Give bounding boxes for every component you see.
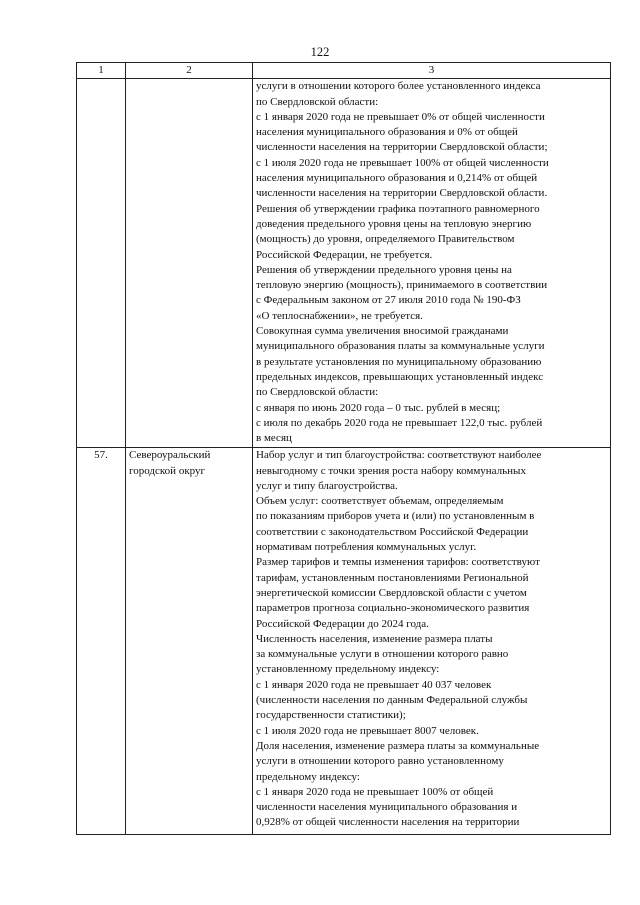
- municipality-name-line: Североуральский: [129, 449, 211, 462]
- text-line: услуги в отношении которого более установленного индекса: [256, 80, 541, 93]
- text-line: по Свердловской области:: [256, 95, 379, 108]
- text-line: Российской Федерации до 2024 года.: [256, 617, 429, 630]
- text-line: Решения об утверждении графика поэтапного равномерного: [256, 202, 540, 215]
- header-col-1: 1: [77, 63, 126, 79]
- text-line: Размер тарифов и темпы изменения тарифов: соответствуют: [256, 556, 540, 569]
- document-table: [76, 62, 611, 835]
- text-line: по Свердловской области:: [256, 386, 379, 399]
- text-line: с 1 января 2020 года не превышает 0% от общей численности: [256, 110, 545, 123]
- text-line: с 1 января 2020 года не превышает 100% от общей: [256, 785, 494, 798]
- header-col-3: 3: [253, 63, 611, 79]
- text-line: Объем услуг: соответствует объемам, определяемым: [256, 495, 504, 508]
- text-line: услуги в отношении которого равно установленному: [256, 755, 504, 768]
- text-line: численности населения на территории Свердловской области;: [256, 141, 548, 154]
- text-line: государственности статистики);: [256, 709, 406, 722]
- page-number: 122: [310, 45, 330, 59]
- text-line: (мощность) до уровня, определяемого Правительством: [256, 233, 515, 246]
- text-line: по показаниям приборов учета и (или) по установленным в: [256, 510, 535, 523]
- text-line: Решения об утверждении предельного уровня цены на: [256, 263, 512, 276]
- text-line: Российской Федерации, не требуется.: [256, 248, 433, 261]
- text-line: населения муниципального образования и 0,214% от общей: [256, 172, 538, 185]
- text-line: численности населения муниципального образования и: [256, 801, 518, 814]
- text-line: Численность населения, изменение размера платы: [256, 632, 493, 645]
- text-line: с июля по декабрь 2020 года не превышает 122,0 тыс. рублей: [256, 416, 543, 429]
- row-number-cell: [77, 79, 126, 448]
- text-line: за коммунальные услуги в отношении которого равно: [256, 648, 509, 661]
- text-line: тепловую энергию (мощность), принимаемого в соответствии: [256, 279, 548, 292]
- text-line: Набор услуг и тип благоустройства: соответствуют наиболее: [256, 449, 542, 462]
- text-line: (численности населения по данным Федеральной службы: [256, 694, 528, 707]
- text-line: населения муниципального образования и 0% от общей: [256, 126, 518, 139]
- text-line: в результате установления по муниципальному образованию: [256, 355, 542, 368]
- text-line: с 1 июля 2020 года не превышает 100% от общей численности: [256, 156, 549, 169]
- table-row-57: [77, 448, 611, 835]
- text-line: Совокупная сумма увеличения вносимой гражданами: [256, 325, 509, 338]
- municipality-cell: [126, 79, 253, 448]
- text-line: параметров прогноза социально-экономического развития: [256, 602, 530, 615]
- text-line: в месяц: [256, 432, 292, 445]
- text-line: предельных индексов, превышающих установленный индекс: [256, 370, 544, 383]
- text-line: с Федеральным законом от 27 июля 2010 года № 190-ФЗ: [256, 294, 521, 307]
- municipality-cell: [126, 448, 253, 835]
- text-line: «О теплоснабжении», не требуется.: [256, 309, 423, 322]
- row-number-cell: 57.: [77, 448, 126, 835]
- text-line: с 1 июля 2020 года не превышает 8007 человек.: [256, 724, 479, 737]
- text-line: невыгодному с точки зрения роста набору коммунальных: [256, 464, 526, 477]
- description-cell: [253, 79, 611, 448]
- table-header-row: [77, 63, 611, 79]
- header-col-2: 2: [126, 63, 253, 79]
- text-line: услуг и типу благоустройства.: [256, 479, 398, 492]
- text-line: установленному предельному индексу:: [256, 663, 440, 676]
- text-line: с января по июнь 2020 года – 0 тыс. рублей в месяц;: [256, 401, 501, 414]
- text-line: энергетической комиссии Свердловской области с учетом: [256, 586, 527, 599]
- text-line: тарифам, установленным постановлениями Региональной: [256, 571, 529, 584]
- text-line: доведения предельного уровня цены на тепловую энергию: [256, 217, 532, 230]
- table-row-continued: [77, 79, 611, 448]
- description-cell: [253, 448, 611, 835]
- text-line: Доля населения, изменение размера платы за коммунальные: [256, 739, 540, 752]
- text-line: предельному индексу:: [256, 770, 360, 783]
- text-line: численности населения на территории Свердловской области.: [256, 187, 548, 200]
- municipality-name-line: городской округ: [129, 464, 206, 477]
- text-line: с 1 января 2020 года не превышает 40 037 человек: [256, 678, 492, 691]
- text-line: муниципального образования платы за коммунальные услуги: [256, 340, 545, 353]
- text-line: 0,928% от общей численности населения на территории: [256, 816, 520, 829]
- text-line: соответствии с законодательством Российской Федерации: [256, 525, 529, 538]
- text-line: нормативам потребления коммунальных услуг.: [256, 541, 477, 554]
